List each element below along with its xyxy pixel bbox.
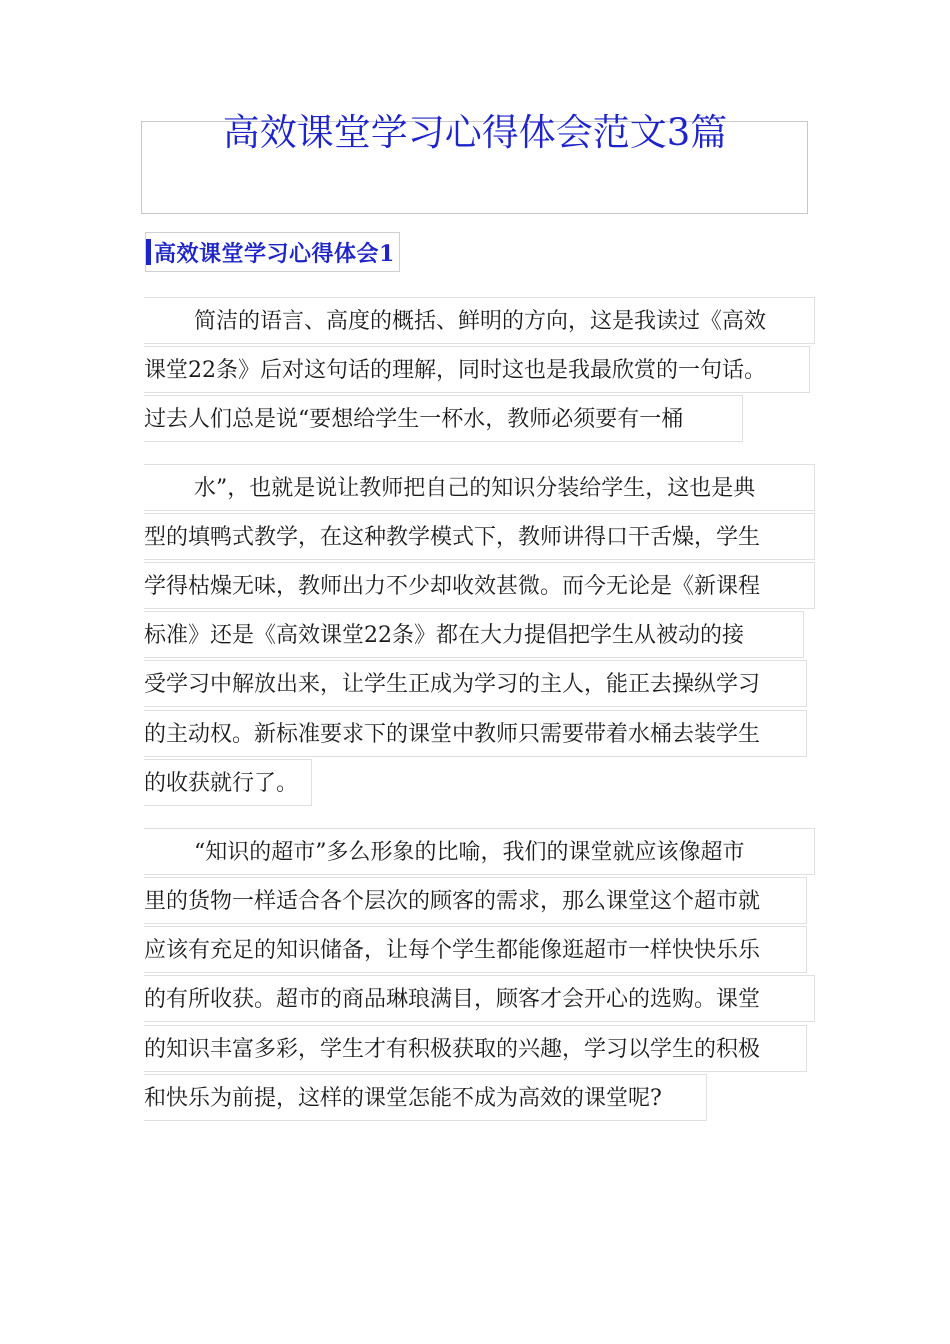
document-title: 高效课堂学习心得体会范文3篇 [222,111,728,154]
text-line: 和快乐为前提，这样的课堂怎能不成为高效的课堂呢? [144,1074,707,1121]
text-line: 受学习中解放出来，让学生正成为学习的主人，能正去操纵学习 [144,660,807,707]
section-heading-text: 高效课堂学习心得体会1 [154,240,395,267]
text-line: “知识的超市”多么形象的比喻，我们的课堂就应该像超市 [144,828,815,875]
text-line: 的有所收获。超市的商品琳琅满目，顾客才会开心的选购。课堂 [144,975,815,1022]
text-line: 简洁的语言、高度的概括、鲜明的方向，这是我读过《高效 [144,297,815,344]
text-line: 课堂22条》后对这句话的理解，同时这也是我最欣赏的一句话。 [144,346,810,393]
text-line: 的收获就行了。 [144,759,312,806]
text-line: 水”，也就是说让教师把自己的知识分装给学生，这也是典 [144,464,815,511]
section-heading [145,232,400,272]
text-line: 学得枯燥无味，教师出力不少却收效甚微。而今无论是《新课程 [144,562,815,609]
text-line: 里的货物一样适合各个层次的顾客的需求，那么课堂这个超市就 [144,877,807,924]
text-line: 型的填鸭式教学，在这种教学模式下，教师讲得口干舌燥，学生 [144,513,815,560]
text-line: 应该有充足的知识储备，让每个学生都能像逛超市一样快快乐乐 [144,926,807,973]
text-line: 的主动权。新标准要求下的课堂中教师只需要带着水桶去装学生 [144,710,807,757]
text-line: 过去人们总是说“要想给学生一杯水，教师必须要有一桶 [144,395,743,442]
text-line: 标准》还是《高效课堂22条》都在大力提倡把学生从被动的接 [144,611,804,658]
heading-marker-bar [146,239,151,265]
text-line: 的知识丰富多彩，学生才有积极获取的兴趣，学习以学生的积极 [144,1025,807,1072]
